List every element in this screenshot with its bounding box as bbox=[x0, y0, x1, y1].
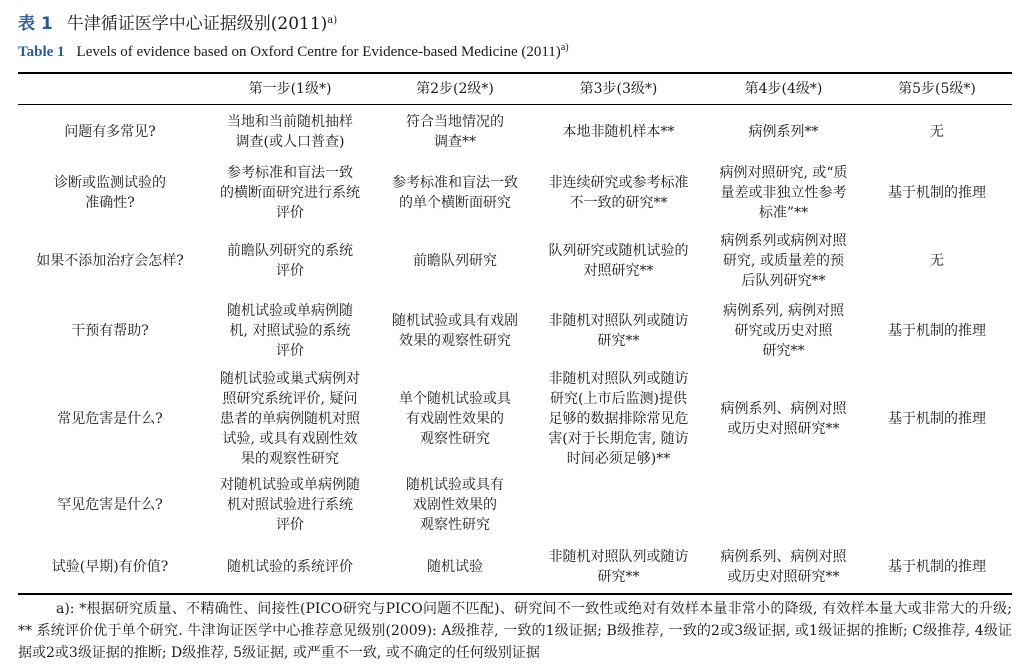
table-cell: 参考标准和盲法一致 的横断面研究进行系统 评价 bbox=[220, 165, 360, 221]
column-header-step-1: 第一步(1级*) bbox=[248, 81, 332, 97]
column-header-step-3: 第3步(3级*) bbox=[579, 81, 658, 97]
row-question-label: 如果不添加治疗会怎样? bbox=[36, 253, 184, 269]
row-question-label: 常见危害是什么? bbox=[57, 411, 163, 427]
table-cell: 非随机对照队列或随访 研究(上市后监测)提供 足够的数据排除常见危 害(对于长期危害, 随访 时间必须足够)** bbox=[548, 371, 689, 467]
table-cell: 无 bbox=[930, 124, 944, 140]
column-header-step-4: 第4步(4级*) bbox=[744, 81, 823, 97]
table-cell: 前瞻队列研究的系统 评价 bbox=[227, 243, 353, 279]
table-cell: 病例对照研究, 或“质 量差或非独立性参考 标准”** bbox=[719, 165, 848, 221]
table-cell: 当地和当前随机抽样 调查(或人口普查) bbox=[227, 114, 353, 150]
table-cell bbox=[532, 470, 705, 540]
table-cell: 病例系列或病例对照 研究, 或质量差的预 后队列研究** bbox=[720, 233, 847, 289]
table-caption-en bbox=[18, 42, 569, 62]
table-cell: 随机试验的系统评价 bbox=[227, 559, 353, 575]
table-caption-zh bbox=[18, 13, 337, 35]
title-footnote-mark-zh: a) bbox=[327, 15, 338, 26]
row-question-label: 问题有多常见? bbox=[64, 124, 156, 140]
table-cell: 随机试验或具有 戏剧性效果的 观察性研究 bbox=[406, 477, 504, 533]
table-label-zh: 表 1 bbox=[18, 14, 53, 34]
table-cell: 本地非随机样本** bbox=[562, 124, 675, 140]
table-cell: 非连续研究或参考标准 不一致的研究** bbox=[548, 175, 689, 211]
title-footnote-mark-en: a) bbox=[560, 42, 569, 53]
table-title-en: Levels of evidence based on Oxford Centre for Evidence-based Medicine (2011) bbox=[76, 44, 561, 60]
table-cell: 非随机对照队列或随访 研究** bbox=[548, 313, 689, 349]
table-cell: 病例系列、病例对照 或历史对照研究** bbox=[720, 549, 847, 585]
table-cell: 非随机对照队列或随访 研究** bbox=[548, 549, 689, 585]
table-title-zh: 牛津循证医学中心证据级别(2011) bbox=[66, 14, 328, 34]
column-header-step-5: 第5步(5级*) bbox=[898, 81, 976, 97]
row-question-label: 罕见危害是什么? bbox=[57, 497, 163, 513]
table-cell: 基于机制的推理 bbox=[888, 411, 986, 427]
table-cell bbox=[862, 470, 1012, 540]
table-cell: 队列研究或随机试验的 对照研究** bbox=[548, 243, 689, 279]
table-header-rule bbox=[18, 104, 1012, 105]
table-cell: 基于机制的推理 bbox=[888, 185, 986, 201]
row-question-label: 试验(早期)有价值? bbox=[51, 559, 169, 575]
table-cell: 病例系列、病例对照 或历史对照研究** bbox=[720, 401, 847, 437]
table-cell: 符合当地情况的 调查** bbox=[406, 114, 504, 150]
table-cell: 参考标准和盲法一致 的单个横断面研究 bbox=[392, 175, 518, 211]
table-cell: 随机试验或具有戏剧 效果的观察性研究 bbox=[392, 313, 518, 349]
table-cell: 基于机制的推理 bbox=[888, 323, 986, 339]
table-cell: 对随机试验或单病例随 机对照试验进行系统 评价 bbox=[220, 477, 360, 533]
table-footnote: a): *根据研究质量、不精确性、间接性(PICO研究与PICO问题不匹配)、研究间不一致性或绝对有效样本量非常小的降级, 有效样本量大或非常大的升级; ** 系统评价优于单个研究. 牛津询证医学中心推荐意见级别(2009): A级推荐, 一致的1级证据; B级推荐, 一致的2或3级证据, 或1级证据的推断; C级推荐, 4级证据或2或3级证据的推断; D级推荐, 5级证据, 或严重不一致, 或不确定的任何级别证据 bbox=[18, 601, 1012, 661]
table-cell: 病例系列, 病例对照 研究或历史对照 研究** bbox=[723, 303, 844, 359]
table-label-en: Table 1 bbox=[18, 44, 65, 60]
table-cell: 随机试验 bbox=[427, 559, 483, 575]
table-cell bbox=[705, 470, 862, 540]
table-cell: 基于机制的推理 bbox=[888, 559, 986, 575]
table-cell: 随机试验或巢式病例对 照研究系统评价, 疑问 患者的单病例随机对照 试验, 或具有戏剧性效 果的观察性研究 bbox=[220, 371, 360, 467]
table-cell: 随机试验或单病例随 机, 对照试验的系统 评价 bbox=[227, 303, 353, 359]
column-header-step-2: 第2步(2级*) bbox=[416, 81, 494, 97]
row-question-label: 诊断或监测试验的 准确性? bbox=[54, 175, 166, 211]
table-cell: 无 bbox=[930, 253, 944, 269]
row-question-label: 干预有帮助? bbox=[71, 323, 149, 339]
table-cell: 单个随机试验或具 有戏剧性效果的 观察性研究 bbox=[399, 391, 511, 447]
table-cell: 病例系列** bbox=[748, 124, 819, 140]
table-cell: 前瞻队列研究 bbox=[413, 253, 497, 269]
